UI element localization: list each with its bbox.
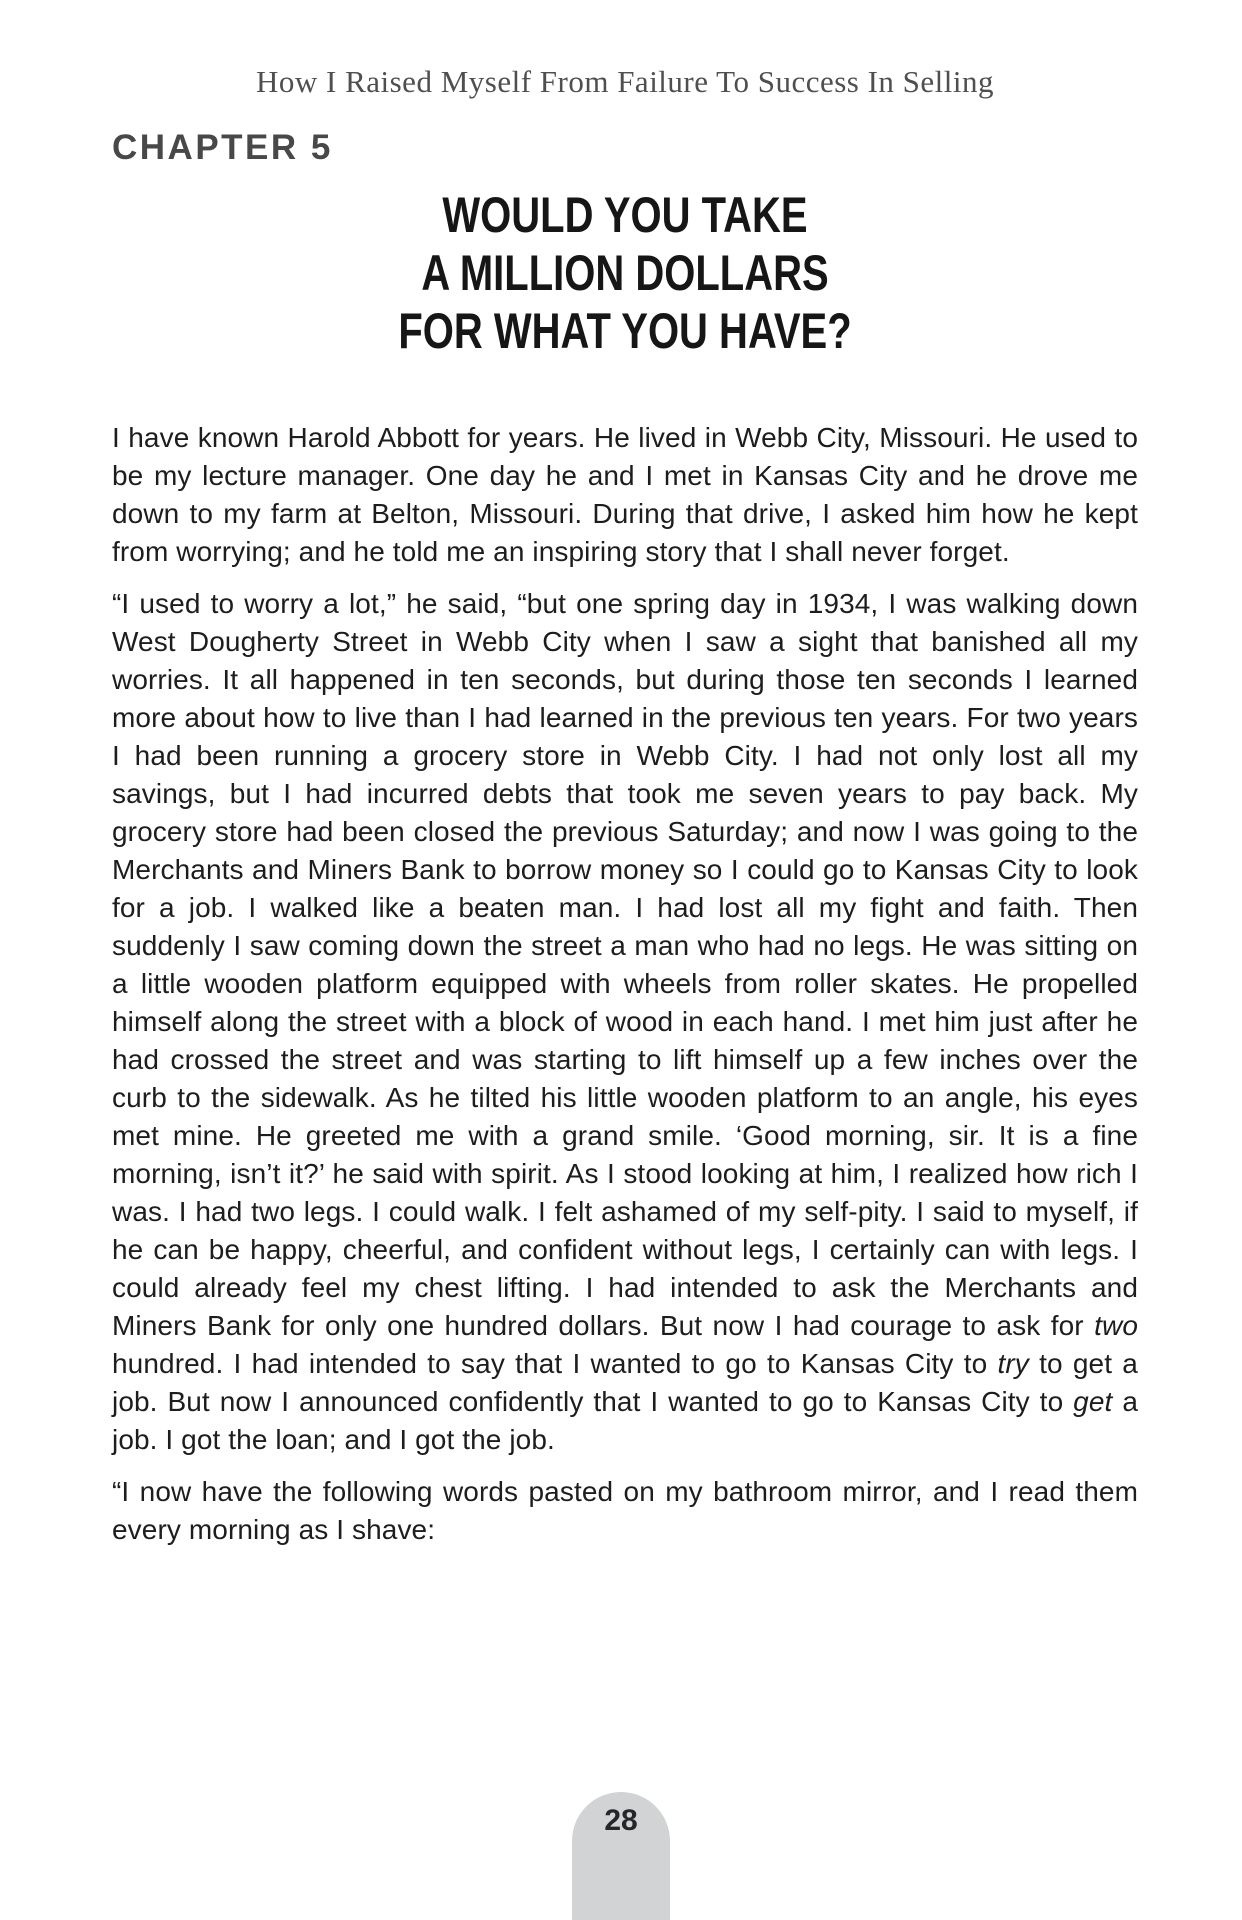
running-header: How I Raised Myself From Failure To Success In Selling	[255, 64, 995, 99]
body-text	[112, 419, 1138, 1563]
page-number-tab	[572, 1792, 670, 1920]
paragraph-3: “I now have the following words pasted on my bathroom mirror, and I read them every morning as I shave:	[112, 1476, 1138, 1545]
page-number: 28	[604, 1804, 638, 1837]
paragraph-1: I have known Harold Abbott for years. He lived in Webb City, Missouri. He used to be my lecture manager. One day he and I met in Kansas City and he drove me down to my farm at Belton, Missouri. During that drive, I asked him how he kept from worrying; and he told me an inspiring story that I shall never forget.	[112, 422, 1138, 567]
chapter-label: CHAPTER 5	[112, 128, 333, 167]
paragraph-2: “I used to worry a lot,” he said, “but one spring day in 1934, I was walking down West Dougherty Street in Webb City when I saw a sight that banished all my worries. It all happened in ten seconds, but during those ten seconds I learned more about how to live than I had learned in the previous ten years. For two years I had been running a grocery store in Webb City. I had not only lost all my savings, but I had incurred debts that took me seven years to pay back. My grocery store had been closed the previous Saturday; and now I was going to the Merchants and Miners Bank to borrow money so I could go to Kansas City to look for a job. I walked like a beaten man. I had lost all my fight and faith. Then suddenly I saw coming down the street a man who had no legs. He was sitting on a little wooden platform equipped with wheels from roller skates. He propelled himself along the street with a block of wood in each hand. I met him just after he had crossed the street and was starting to lift himself up a few inches over the curb to the sidewalk. As he tilted his little wooden platform to an angle, his eyes met mine. He greeted me with a grand smile. ‘Good morning, sir. It is a fine morning, isn’t it?’ he said with spirit. As I stood looking at him, I realized how rich I was. I had two legs. I could walk. I felt ashamed of my self-pity. I said to myself, if he can be happy, cheerful, and confident without legs, I certainly can with legs. I could already feel my chest lifting. I had intended to ask the Merchants and Miners Bank for only one hundred dollars. But now I had courage to ask for two hundred. I had intended to say that I wanted to go to Kansas City to try to get a job. But now I announced confidently that I wanted to go to Kansas City to get a job. I got the loan; and I got the job.	[112, 588, 1138, 1455]
title-line-1: WOULD YOU TAKE	[442, 187, 808, 243]
title-line-3: FOR WHAT YOU HAVE?	[398, 303, 852, 359]
chapter-title	[112, 186, 1138, 360]
title-line-2: A MILLION DOLLARS	[421, 245, 829, 301]
